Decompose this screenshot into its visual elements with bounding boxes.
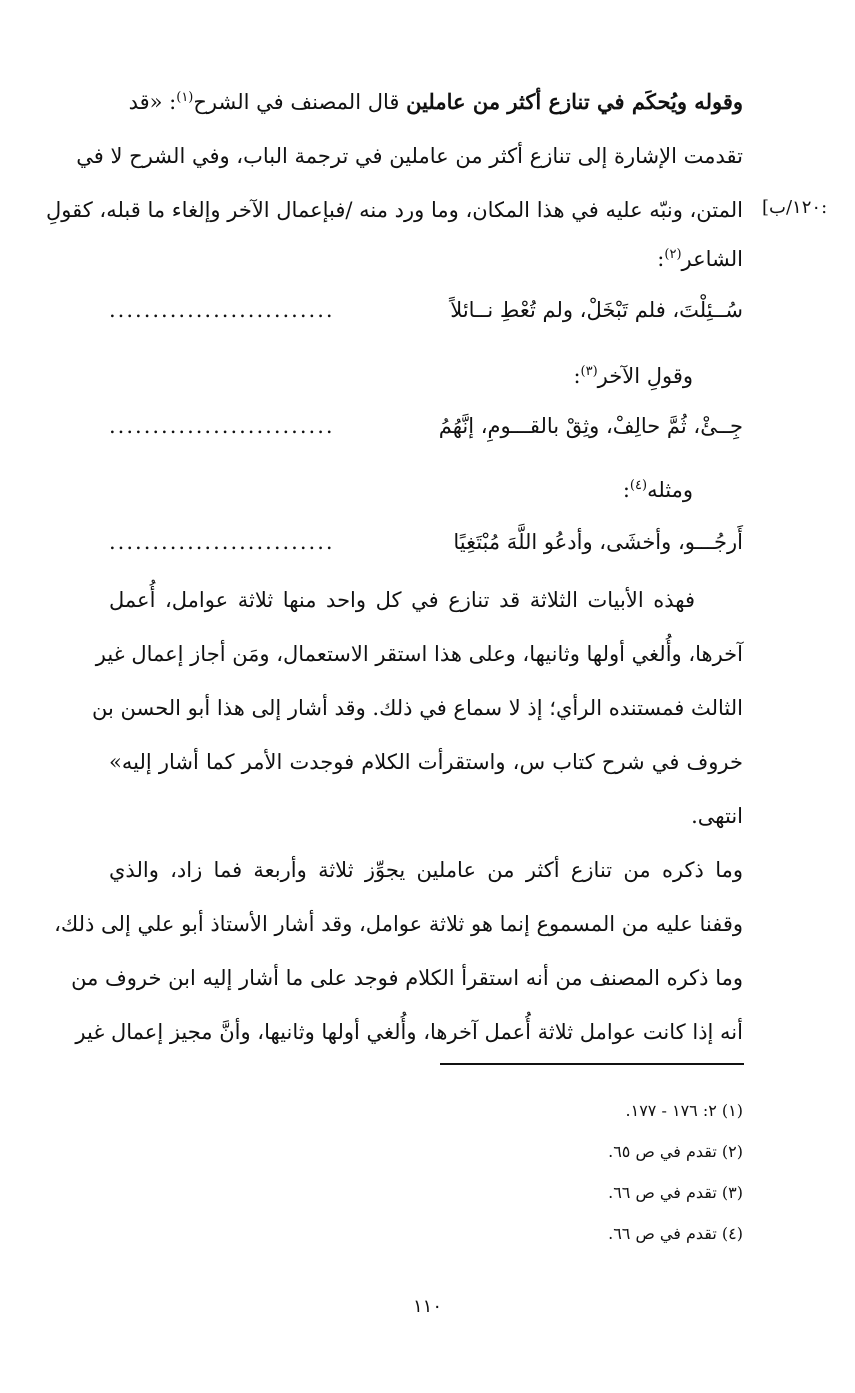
footnote: (٢) تقدم في ص ٦٥. xyxy=(608,1142,743,1161)
verse-hemistich: جِــئْ، ثُمَّ حالِفْ، وثِقْ بالقـــومِ، إنَّهُمُ xyxy=(438,414,743,438)
paragraph-line: فهذه الأبيات الثلاثة قد تنازع في كل واحد منها ثلاثة عوامل، أُعمل xyxy=(109,588,695,612)
verse-intro-text: ومثله xyxy=(647,478,693,502)
verse-line-1 xyxy=(109,296,743,324)
heading-text: قال المصنف في الشرح xyxy=(193,90,407,114)
footnote-ref-1: (١) xyxy=(176,90,194,105)
footnote-ref-4: (٤) xyxy=(629,478,648,493)
footnote: (٤) تقدم في ص ٦٦. xyxy=(608,1224,743,1243)
heading-bold-text: وقوله ويُحكَم في تنازع أكثر من عاملين xyxy=(406,89,743,114)
poet-intro-line xyxy=(109,245,743,273)
footnote-ref-3: (٣) xyxy=(580,364,598,379)
folio-margin-note: :١٢٠/ب] xyxy=(762,197,828,218)
heading-line xyxy=(109,88,743,116)
heading-tail: : «قد xyxy=(128,90,177,114)
verse-line-2 xyxy=(109,412,743,440)
poet-intro-text: الشاعر xyxy=(681,247,743,271)
verse-intro-line xyxy=(109,362,693,390)
paragraph-line: الثالث فمستنده الرأي؛ إذ لا سماع في ذلك. وقد أشار إلى هذا أبو الحسن بن xyxy=(91,696,743,720)
poet-intro-tail: : xyxy=(657,247,665,271)
verse-dots: .......................... xyxy=(109,530,335,554)
footnote-separator xyxy=(440,1063,744,1065)
verse-intro-tail: : xyxy=(622,478,630,502)
paragraph-line: آخرها، وأُلغي أولها وثانيها، وعلى هذا استقر الاستعمال، ومَن أجاز إعمال غير xyxy=(95,642,743,666)
verse-intro-tail: : xyxy=(573,364,581,388)
verse-line-3 xyxy=(109,528,743,556)
verse-hemistich: سُــئِلْتَ، فلم تَبْخَلْ، ولم تُعْطِ نــائلاً xyxy=(450,298,743,322)
paragraph-line: وما ذكره من تنازع أكثر من عاملين يجوِّز ثلاثة وأربعة فما زاد، والذي xyxy=(109,858,743,882)
footnote-ref-2: (٢) xyxy=(664,247,682,262)
verse-intro-text: وقولِ الآخر xyxy=(597,364,693,388)
paragraph-line: تقدمت الإشارة إلى تنازع أكثر من عاملين في ترجمة الباب، وفي الشرح لا في xyxy=(76,144,743,168)
verse-intro-line xyxy=(109,476,693,504)
paragraph-line: وما ذكره المصنف من أنه استقرأ الكلام فوجد على ما أشار إليه ابن خروف من xyxy=(71,966,743,990)
paragraph-line: خروف في شرح كتاب س، واستقرأت الكلام فوجدت الأمر كما أشار إليه» xyxy=(109,750,743,774)
verse-dots: .......................... xyxy=(109,414,335,438)
footnote: (١) ٢: ١٧٦ - ١٧٧. xyxy=(625,1101,743,1120)
paragraph-line: المتن، ونبّه عليه في هذا المكان، وما ورد منه /فبإعمال الآخر وإلغاء ما قبله، كقولِ xyxy=(46,198,743,222)
verse-dots: .......................... xyxy=(109,298,335,322)
footnote: (٣) تقدم في ص ٦٦. xyxy=(608,1183,743,1202)
paragraph-line: وقفنا عليه من المسموع إنما هو ثلاثة عوامل، وقد أشار الأستاذ أبو علي إلى ذلك، xyxy=(54,912,743,936)
verse-hemistich: أَرجُـــو، وأخشَى، وأدعُو اللَّهَ مُبْتَغِيًا xyxy=(453,530,743,554)
paragraph-line: انتهى. xyxy=(691,804,743,828)
paragraph-line: أنه إذا كانت عوامل ثلاثة أُعمل آخرها، وأُلغي أولها وثانيها، وأنَّ مجيز إعمال غير xyxy=(75,1020,743,1044)
page-number: ١١٠ xyxy=(412,1296,442,1317)
